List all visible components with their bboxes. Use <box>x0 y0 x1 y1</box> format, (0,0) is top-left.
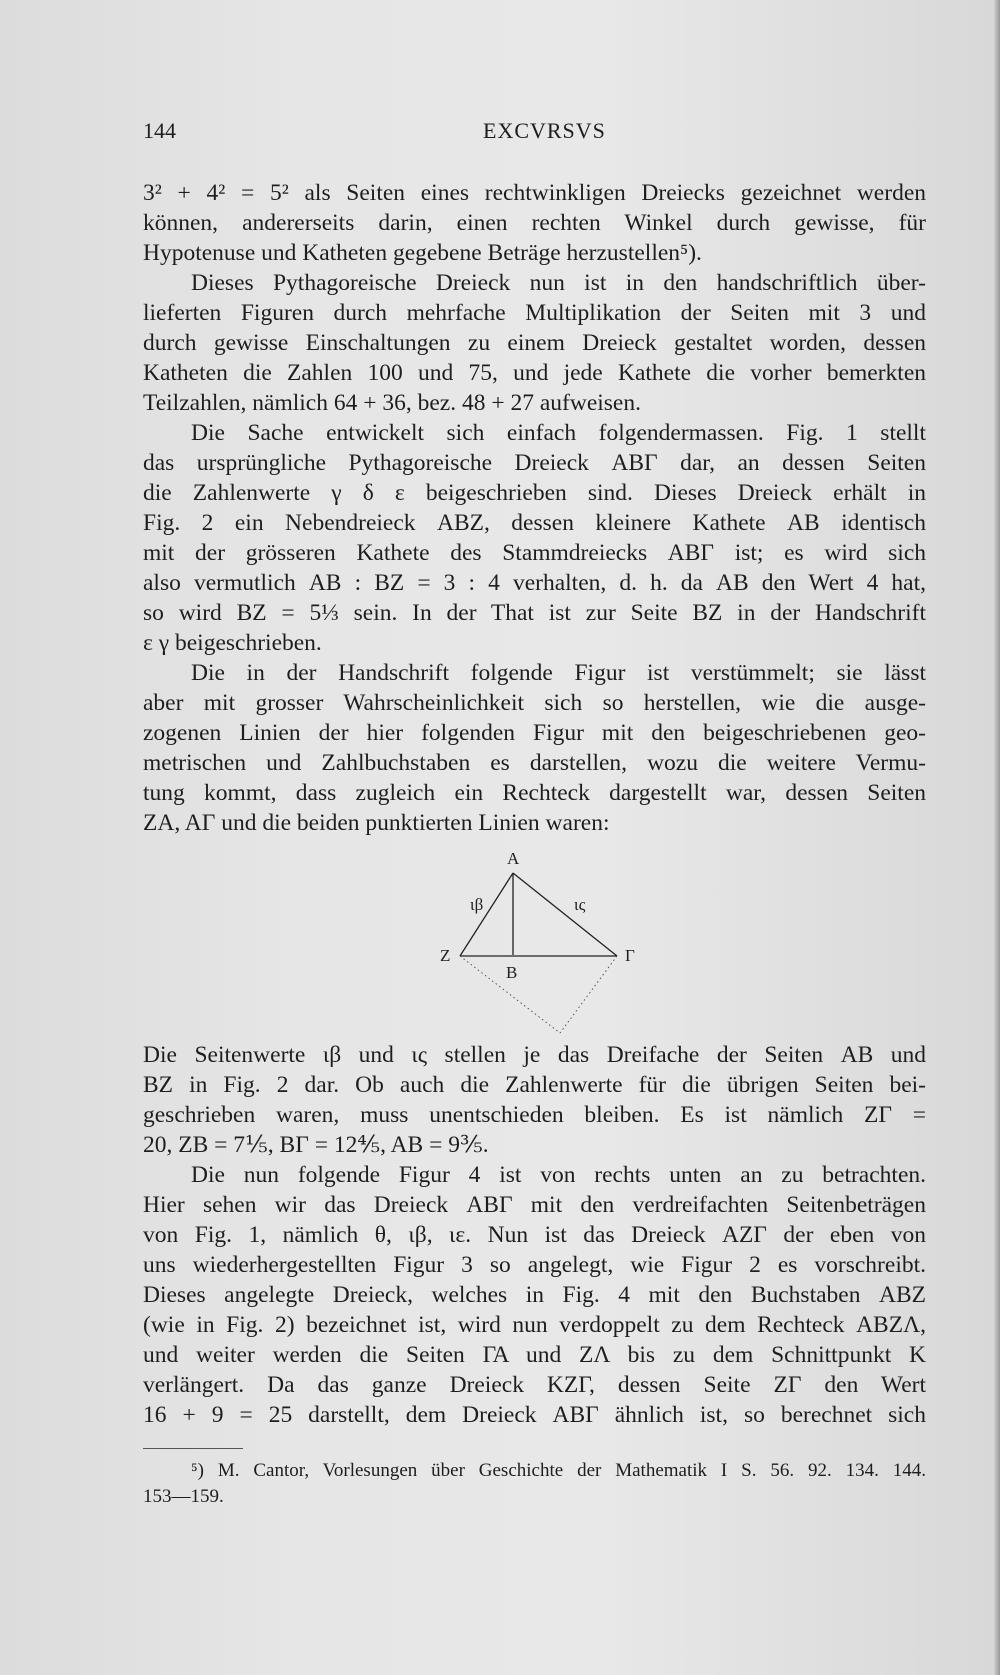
text-line: aber mit grosser Wahrscheinlichkeit sich so herstellen, wie die ausge- <box>143 690 926 716</box>
text-line: Die Sache entwickelt sich einfach folgendermassen. Fig. 1 stellt <box>191 420 926 446</box>
text-line: durch gewisse Einschaltungen zu einem Dreieck gestaltet worden, dessen <box>143 330 926 356</box>
text-line: Hier sehen wir das Dreieck ΑΒΓ mit den verdreifachten Seitenbeträgen <box>143 1192 926 1218</box>
text-line: mit der grösseren Kathete des Stammdreiecks ΑΒΓ ist; es wird sich <box>143 540 926 566</box>
label-z: Z <box>440 946 451 965</box>
text-line: und weiter werden die Seiten ΓΑ und ΖΛ bis zu dem Schnittpunkt Κ <box>143 1342 926 1368</box>
text-line: 3² + 4² = 5² als Seiten eines rechtwinkligen Dreiecks gezeichnet werden <box>143 180 926 206</box>
text-line: von Fig. 1, nämlich θ, ιβ, ιε. Nun ist das Dreieck ΑΖΓ der eben von <box>143 1222 926 1248</box>
text-line: verlängert. Da das ganze Dreieck ΚΖΓ, dessen Seite ΖΓ den Wert <box>143 1372 926 1398</box>
text-line: geschrieben waren, muss unentschieden bleiben. Es ist nämlich ΖΓ = <box>143 1102 926 1128</box>
text-line: metrischen und Zahlbuchstaben es darstellen, wozu die weitere Vermu- <box>143 750 926 776</box>
text-line: lieferten Figuren durch mehrfache Multiplikation der Seiten mit 3 und <box>143 300 926 326</box>
text-line: Die Seitenwerte ιβ und ις stellen je das Dreifache der Seiten ΑΒ und <box>143 1042 926 1068</box>
text-line: Teilzahlen, nämlich 64 + 36, bez. 48 + 27 aufweisen. <box>143 390 641 416</box>
footnote-line: 153—159. <box>143 1486 224 1507</box>
label-side-right-value: ις <box>574 895 586 914</box>
side-ag <box>513 873 617 956</box>
label-gamma: Γ <box>625 946 635 965</box>
text-line: Die nun folgende Figur 4 ist von rechts unten an zu betrachten. <box>191 1162 926 1188</box>
text-line: so wird ΒΖ = 5⅓ sein. In der That ist zur Seite ΒΖ in der Handschrift <box>143 600 926 626</box>
text-line: Die in der Handschrift folgende Figur ist verstümmelt; sie lässt <box>191 660 926 686</box>
text-line: tung kommt, dass zugleich ein Rechteck dargestellt war, dessen Seiten <box>143 780 926 806</box>
page-number: 144 <box>143 118 176 143</box>
running-title: EXCVRSVS <box>483 118 606 143</box>
text-line: also vermutlich ΑΒ : ΒΖ = 3 : 4 verhalten, d. h. da ΑΒ den Wert 4 hat, <box>143 570 926 596</box>
dotted-line-right <box>560 956 617 1033</box>
page-edge <box>994 0 1000 1675</box>
text-block-lower <box>143 1040 926 1430</box>
page-header <box>143 118 928 148</box>
text-line: Katheten die Zahlen 100 und 75, und jede Kathete die vorher bemerkten <box>143 360 926 386</box>
text-line: ε γ beigeschrieben. <box>143 630 322 656</box>
text-line: 16 + 9 = 25 darstellt, dem Dreieck ΑΒΓ ähnlich ist, so berechnet sich <box>143 1402 926 1428</box>
text-block-upper <box>143 178 926 838</box>
text-line: Hypotenuse und Katheten gegebene Beträge herzustellen⁵). <box>143 240 702 266</box>
text-line: 20, ΖΒ = 7⅕, ΒΓ = 12⅘, ΑΒ = 9⅗. <box>143 1132 489 1158</box>
label-b: B <box>506 963 518 982</box>
footnote-line: ⁵) M. Cantor, Vorlesungen über Geschichte der Mathematik I S. 56. 92. 134. 144. <box>191 1460 926 1481</box>
text-line: (wie in Fig. 2) bezeichnet ist, wird nun verdoppelt zu dem Rechteck ΑΒΖΛ, <box>143 1312 926 1338</box>
triangle-figure <box>420 848 660 1048</box>
text-line: Dieses Pythagoreische Dreieck nun ist in den handschriftlich über- <box>191 270 926 296</box>
text-line: Fig. 2 ein Nebendreieck ΑΒΖ, dessen kleinere Kathete ΑΒ identisch <box>143 510 926 536</box>
text-line: können, andererseits darin, einen rechten Winkel durch gewisse, für <box>143 210 926 236</box>
text-line: das ursprüngliche Pythagoreische Dreieck ΑΒΓ dar, an dessen Seiten <box>143 450 926 476</box>
footnote <box>143 1458 926 1510</box>
text-line: ΖΑ, ΑΓ und die beiden punktierten Linien waren: <box>143 810 610 836</box>
text-line: Dieses angelegte Dreieck, welches in Fig. 4 mit den Buchstaben ΑΒΖ <box>143 1282 926 1308</box>
text-line: zogenen Linien der hier folgenden Figur mit den beigeschriebenen geo- <box>143 720 926 746</box>
label-a: A <box>507 849 520 868</box>
text-line: uns wiederhergestellten Figur 3 so angelegt, wie Figur 2 es vorschreibt. <box>143 1252 926 1278</box>
footnote-rule <box>143 1448 243 1449</box>
side-za <box>460 873 513 956</box>
text-line: ΒΖ in Fig. 2 dar. Ob auch die Zahlenwerte für die übrigen Seiten bei- <box>143 1072 926 1098</box>
label-side-left-value: ιβ <box>470 895 484 914</box>
triangle-diagram <box>420 848 660 1048</box>
text-line: die Zahlenwerte γ δ ε beigeschrieben sind. Dieses Dreieck erhält in <box>143 480 926 506</box>
